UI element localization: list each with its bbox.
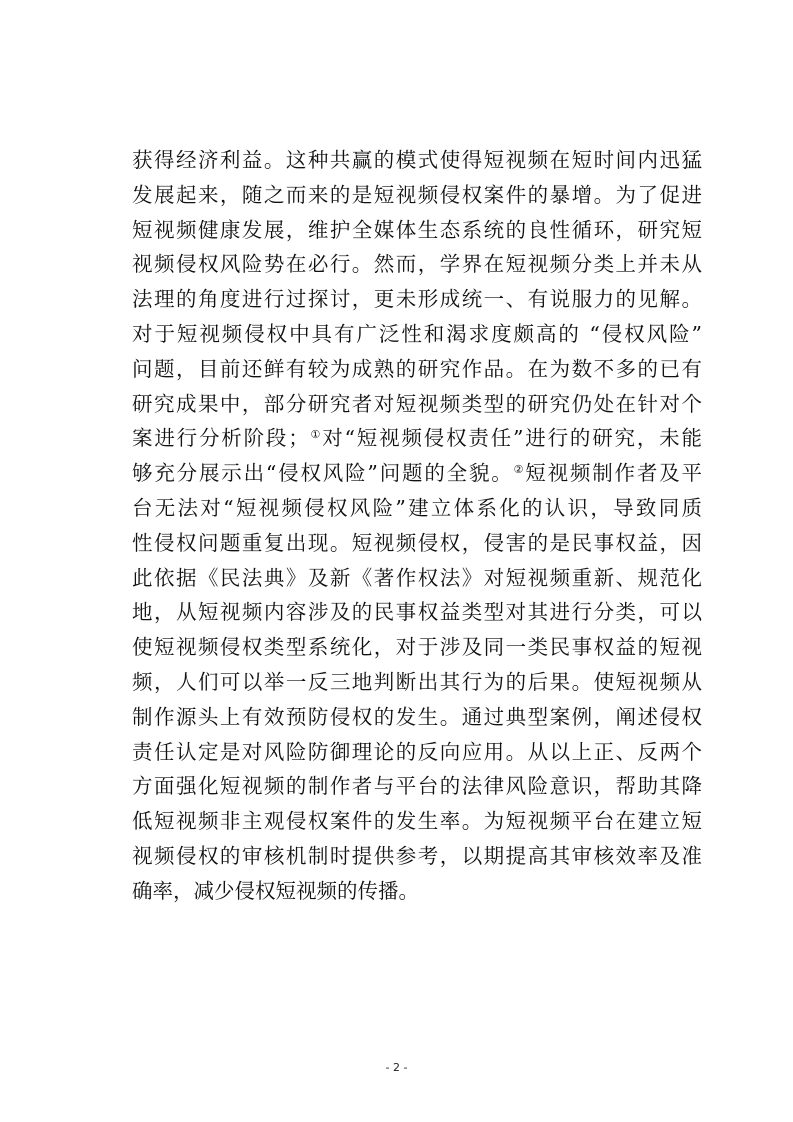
text-line: 低短视频非主观侵权案件的发生率。为短视频平台在建立短 <box>132 809 702 834</box>
footnote-marker[interactable]: ① <box>308 428 323 442</box>
text-line: 研究成果中，部分研究者对短视频类型的研究仍处在针对个 <box>132 391 702 416</box>
text-segment: 对“短视频侵权责任”进行的研究，未能 <box>322 426 702 451</box>
text-line: 责任认定是对风险防御理论的反向应用。从以上正、反两个 <box>132 739 702 764</box>
page-number: - 2 - <box>385 1061 408 1074</box>
text-line: 确率，减少侵权短视频的传播。 <box>132 878 419 903</box>
body-paragraph <box>132 143 702 909</box>
text-line: 制作源头上有效预防侵权的发生。通过典型案例，阐述侵权 <box>132 704 702 729</box>
text-segment: 案进行分析阶段； <box>132 426 309 451</box>
text-line: 使短视频侵权类型系统化，对于涉及同一类民事权益的短视 <box>132 635 702 660</box>
text-line: 视频侵权的审核机制时提供参考，以期提高其审核效率及准 <box>132 843 702 868</box>
text-line: 此依据《民法典》及新《著作权法》对短视频重新、规范化 <box>132 565 702 590</box>
text-line: 视频侵权风险势在必行。然而，学界在短视频分类上并未从 <box>132 252 702 277</box>
footnote-marker[interactable]: ② <box>513 463 526 477</box>
text-line: 发展起来，随之而来的是短视频侵权案件的暴增。为了促进 <box>132 182 702 207</box>
text-line <box>132 421 702 456</box>
text-segment: 短视频制作者及平 <box>525 461 702 486</box>
text-line: 性侵权问题重复出现。短视频侵权，侵害的是民事权益，因 <box>132 530 702 555</box>
text-line <box>132 456 702 491</box>
text-line: 法理的角度进行过探讨，更未形成统一、有说服力的见解。 <box>132 287 702 312</box>
text-segment: 够充分展示出“侵权风险”问题的全貌。 <box>132 461 514 486</box>
text-line: 频，人们可以举一反三地判断出其行为的后果。使短视频从 <box>132 669 702 694</box>
text-line: 短视频健康发展，维护全媒体生态系统的良性循环，研究短 <box>132 217 702 242</box>
text-line: 对于短视频侵权中具有广泛性和渴求度颇高的 “侵权风险” <box>132 321 702 346</box>
text-line: 方面强化短视频的制作者与平台的法律风险意识，帮助其降 <box>132 774 702 799</box>
text-line: 问题，目前还鲜有较为成熟的研究作品。在为数不多的已有 <box>132 356 702 381</box>
text-line: 地，从短视频内容涉及的民事权益类型对其进行分类，可以 <box>132 600 702 625</box>
text-line: 获得经济利益。这种共赢的模式使得短视频在短时间内迅猛 <box>132 148 702 172</box>
text-line: 台无法对“短视频侵权风险”建立体系化的认识，导致同质 <box>132 495 702 520</box>
